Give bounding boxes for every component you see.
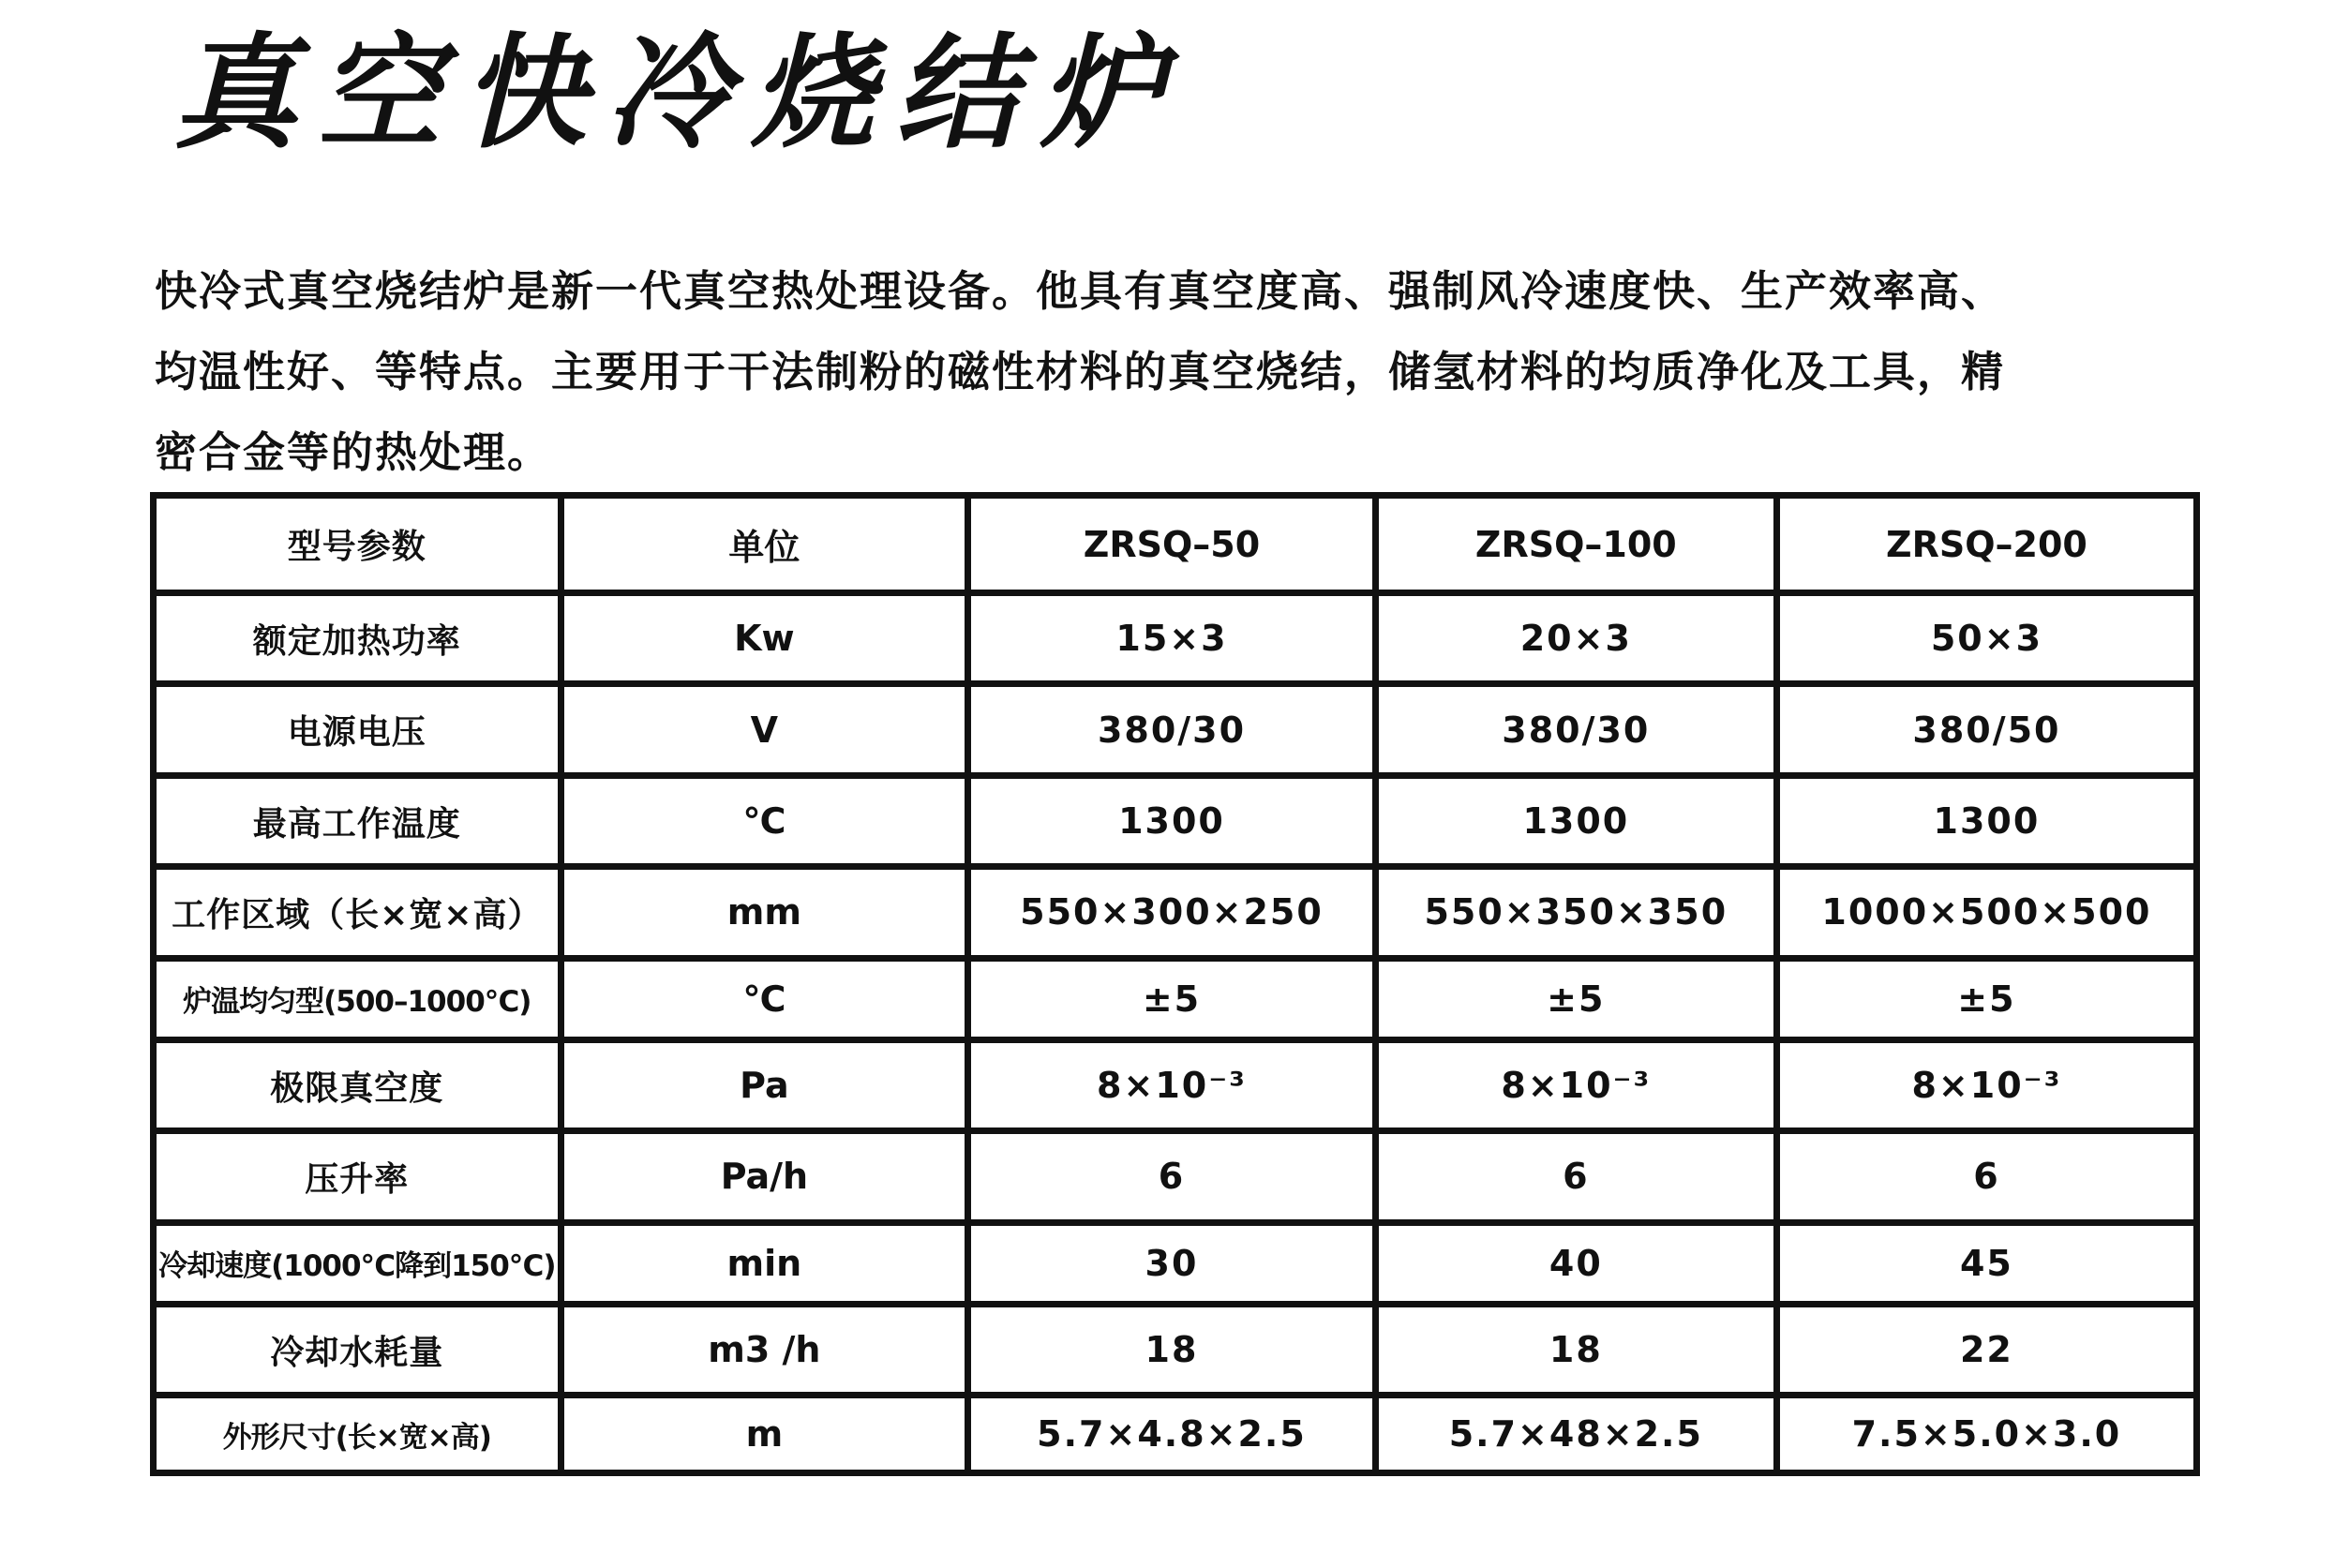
- value-cell: ±5: [1379, 962, 1780, 1043]
- value-cell: 1300: [971, 779, 1379, 870]
- parameter-cell: 额定加热功率: [157, 596, 564, 687]
- header-cell-model: ZRSQ–50: [971, 499, 1379, 596]
- value-cell: 380/30: [971, 687, 1379, 778]
- unit-cell: Kw: [564, 596, 972, 687]
- page-title: 真空快冷烧结炉: [173, 21, 1184, 166]
- value-cell: ±5: [1780, 962, 2193, 1043]
- value-cell: 550×300×250: [971, 870, 1379, 961]
- value-cell: 7.5×5.0×3.0: [1780, 1398, 2193, 1470]
- value-cell: 550×350×350: [1379, 870, 1780, 961]
- value-cell: 18: [971, 1307, 1379, 1398]
- value-cell: 1000×500×500: [1780, 870, 2193, 961]
- value-cell: 6: [1780, 1134, 2193, 1225]
- header-cell-model: ZRSQ–200: [1780, 499, 2193, 596]
- value-cell: 22: [1780, 1307, 2193, 1398]
- parameter-cell: 外形尺寸(长×宽×高): [157, 1398, 564, 1470]
- table-row: [157, 1307, 2193, 1398]
- table-row: [157, 962, 2193, 1043]
- value-cell: 380/30: [1379, 687, 1780, 778]
- value-cell: 380/50: [1780, 687, 2193, 778]
- table-header-row: [157, 499, 2193, 596]
- value-cell: 1300: [1379, 779, 1780, 870]
- table-row: [157, 870, 2193, 961]
- spec-table: [157, 499, 2193, 1470]
- unit-cell: min: [564, 1226, 972, 1307]
- table-row: [157, 1226, 2193, 1307]
- table-row: [157, 596, 2193, 687]
- unit-cell: mm: [564, 870, 972, 961]
- unit-cell: m3 /h: [564, 1307, 972, 1398]
- value-cell: 5.7×4.8×2.5: [971, 1398, 1379, 1470]
- intro-line: 密合金等的热处理。: [155, 427, 552, 477]
- table-row: [157, 1398, 2193, 1470]
- value-cell: 1300: [1780, 779, 2193, 870]
- unit-cell: Pa/h: [564, 1134, 972, 1225]
- value-cell: 40: [1379, 1226, 1780, 1307]
- parameter-cell: 炉温均匀型(500–1000℃): [157, 962, 564, 1043]
- unit-cell: V: [564, 687, 972, 778]
- value-cell: ±5: [971, 962, 1379, 1043]
- header-cell-unit: 单位: [564, 499, 972, 596]
- value-cell: 8×10⁻³: [971, 1043, 1379, 1134]
- value-cell: 20×3: [1379, 596, 1780, 687]
- value-cell: 18: [1379, 1307, 1780, 1398]
- value-cell: 50×3: [1780, 596, 2193, 687]
- intro-paragraph: [155, 251, 2217, 493]
- value-cell: 6: [971, 1134, 1379, 1225]
- table-row: [157, 779, 2193, 870]
- spec-table-frame: [150, 492, 2200, 1476]
- unit-cell: Pa: [564, 1043, 972, 1134]
- value-cell: 30: [971, 1226, 1379, 1307]
- value-cell: 45: [1780, 1226, 2193, 1307]
- unit-cell: ℃: [564, 962, 972, 1043]
- value-cell: 8×10⁻³: [1780, 1043, 2193, 1134]
- table-row: [157, 687, 2193, 778]
- value-cell: 8×10⁻³: [1379, 1043, 1780, 1134]
- parameter-cell: 冷却速度(1000℃降到150℃): [157, 1226, 564, 1307]
- parameter-cell: 极限真空度: [157, 1043, 564, 1134]
- header-cell-model: ZRSQ–100: [1379, 499, 1780, 596]
- parameter-cell: 压升率: [157, 1134, 564, 1225]
- header-cell-parameter: 型号参数: [157, 499, 564, 596]
- unit-cell: m: [564, 1398, 972, 1470]
- value-cell: 5.7×48×2.5: [1379, 1398, 1780, 1470]
- parameter-cell: 工作区域（长×宽×高）: [157, 870, 564, 961]
- value-cell: 6: [1379, 1134, 1780, 1225]
- intro-line: 均温性好、等特点。主要用于干法制粉的磁性材料的真空烧结，储氢材料的均质净化及工具，精: [155, 347, 2006, 396]
- parameter-cell: 冷却水耗量: [157, 1307, 564, 1398]
- parameter-cell: 最高工作温度: [157, 779, 564, 870]
- unit-cell: ℃: [564, 779, 972, 870]
- table-row: [157, 1043, 2193, 1134]
- value-cell: 15×3: [971, 596, 1379, 687]
- parameter-cell: 电源电压: [157, 687, 564, 778]
- intro-line: 快冷式真空烧结炉是新一代真空热处理设备。他具有真空度高、强制风冷速度快、生产效率高、: [155, 266, 2006, 316]
- table-row: [157, 1134, 2193, 1225]
